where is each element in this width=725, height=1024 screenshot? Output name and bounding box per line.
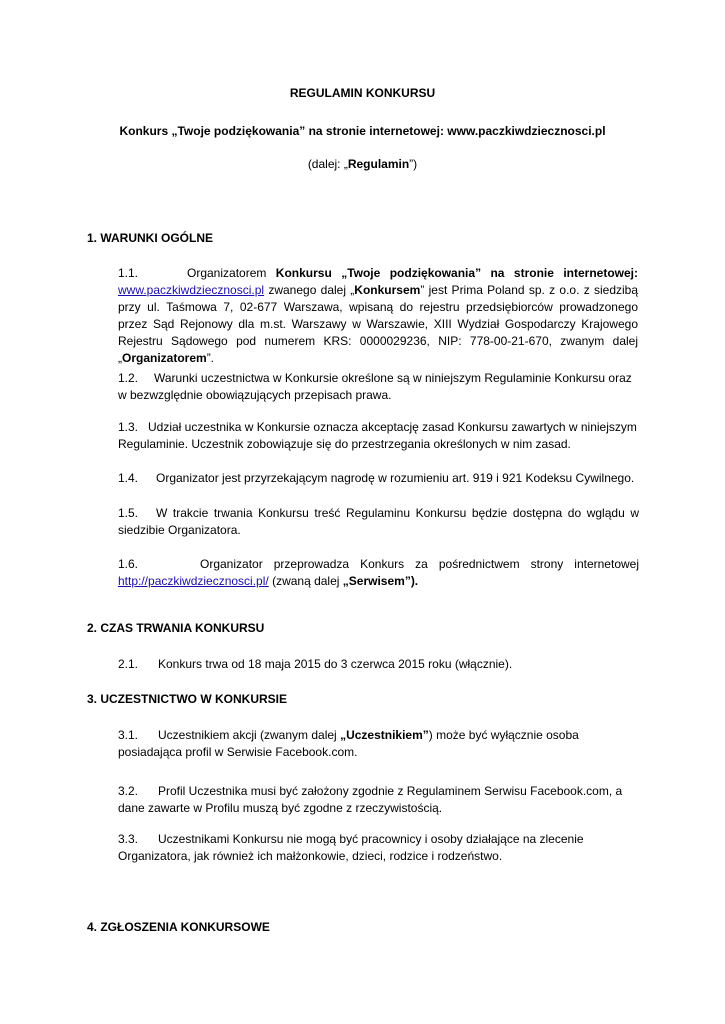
paragraph-number: 1.3. [118,420,139,434]
dalej-post: ”) [409,157,418,171]
paragraph-number: 3.2. [118,784,139,798]
paragraph-2-1: 2.1. Konkurs trwa od 18 maja 2015 do 3 czerwca 2015 roku (włącznie). [118,657,513,671]
paragraph-1-6: 1.6. Organizator przeprowadza Konkurs za pośrednictwem strony internetowej http://paczkiwdziecznosci.pl/ (zwaną dalej „Serwisem”). [118,557,639,588]
dalej-line [0,157,725,172]
paragraph-number: 1.2. [118,371,139,385]
paragraph-number: 3.1. [118,728,139,742]
paragraph-3-1: 3.1. Uczestnikiem akcji (zwanym dalej „Uczestnikiem”) może być wyłącznie osoba posiadająca profil w Serwisie Facebook.com. [118,728,579,759]
paragraph-number: 1.5. [118,506,139,520]
paragraph-1-3: 1.3. Udział uczestnika w Konkursie oznacza akceptację zasad Konkursu zawartych w niniejszym Regulaminie. Uczestnik zobowiązuje się do przestrzegania określonych w nim zasad. [118,420,637,451]
dalej-pre: (dalej: „ [307,157,348,171]
dalej-bold: Regulamin [347,157,410,171]
section-heading-3: 3. UCZESTNICTWO W KONKURSIE [87,692,287,706]
paragraph-1-2: 1.2. Warunki uczestnictwa w Konkursie określone są w niniejszym Regulaminie Konkursu oraz w bezwzględnie obowiązujących przepisach prawa. [118,371,632,402]
section-heading-2: 2. CZAS TRWANIA KONKURSU [87,621,265,635]
paragraph-3-2: 3.2. Profil Uczestnika musi być założony zgodnie z Regulaminem Serwisu Facebook.com, a dane zawarte w Profilu muszą być zgodne z rzeczywistością. [118,784,623,815]
section-heading-1: 1. WARUNKI OGÓLNE [87,231,214,245]
service-website-link[interactable]: http://paczkiwdziecznosci.pl/ [118,574,269,588]
paragraph-1-5: 1.5. W trakcie trwania Konkursu treść Regulaminu Konkursu będzie dostępna do wglądu w siedzibie Organizatora. [118,506,639,537]
document-title: REGULAMIN KONKURSU [289,86,436,100]
paragraph-number: 1.4. [118,471,139,485]
paragraph-1-1: 1.1. Organizatorem Konkursu „Twoje podziękowania” na stronie internetowej: www.paczkiwdziecznosci.pl zwanego dalej „Konkursem” jest Prima Poland sp. z o.o. z siedzibą przy ul. Taśmowa 7, 02-677 Warszawa, wpisaną do rejestru przedsiębiorców prowadzonego przez Sąd Rejonowy dla m.st. Warszawy w Warszawie, XIII Wydział Gospodarczy Krajowego Rejestru Sądowego pod numerem KRS: 0000029236, NIP: 778-00-21-670, zwanym dalej „Organizatorem”. [118,266,639,365]
paragraph-3-3: 3.3. Uczestnikami Konkursu nie mogą być pracownicy i osoby działające na zlecenie Organizatora, jak również ich małżonkowie, dzieci, rodzice i rodzeństwo. [118,832,584,863]
paragraph-1-4: 1.4. Organizator jest przyrzekającym nagrodę w rozumieniu art. 919 i 921 Kodeksu Cywilnego. [118,471,635,485]
section-heading-4: 4. ZGŁOSZENIA KONKURSOWE [87,920,270,934]
document-subtitle: Konkurs „Twoje podziękowania” na stronie internetowej: www.paczkiwdziecznosci.pl [119,124,606,138]
paragraph-number: 1.1. [118,266,139,280]
paragraph-number: 2.1. [118,657,139,671]
organizer-website-link[interactable]: www.paczkiwdziecznosci.pl [118,283,265,297]
paragraph-number: 1.6. [118,557,139,571]
paragraph-number: 3.3. [118,832,139,846]
